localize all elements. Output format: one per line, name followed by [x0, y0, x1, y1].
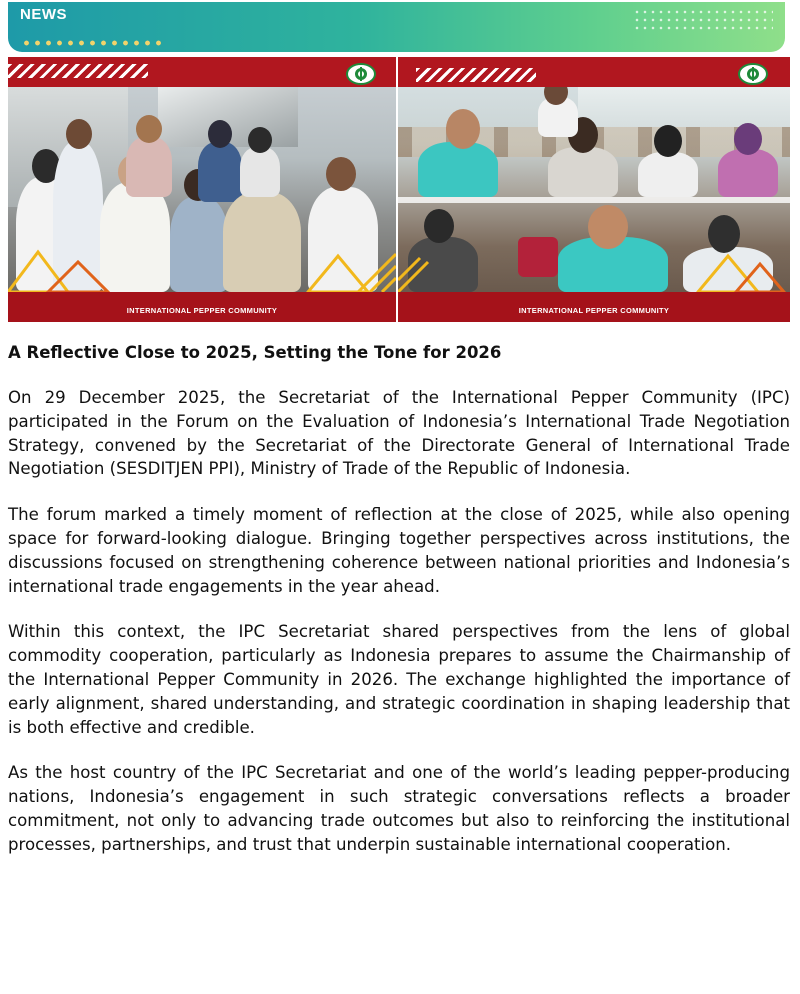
article-paragraph: On 29 December 2025, the Secretariat of the International Pepper Community (IPC) participated in the Forum on the Evaluation of Indonesia’s International Trade Negotiation Strategy, convened by the Secretariat of the Directorate General of International Trade Negotiation (SESDITJEN PPI), Ministry of Trade of the Republic of Indonesia.: [8, 388, 790, 479]
meeting-photo: [398, 57, 790, 322]
photo-frame-bottom: [398, 292, 790, 322]
chevron-decoration: [8, 64, 148, 78]
photo-frame-bottom: [8, 292, 396, 322]
group-photo: [8, 57, 396, 322]
article: [8, 342, 790, 857]
ipc-logo-icon: [346, 63, 376, 85]
photo-caption: INTERNATIONAL PEPPER COMMUNITY: [518, 306, 670, 315]
ipc-logo-icon: [738, 63, 768, 85]
banner-dots-decoration: [21, 39, 161, 47]
photo-caption: INTERNATIONAL PEPPER COMMUNITY: [126, 306, 278, 315]
article-headline: A Reflective Close to 2025, Setting the Tone for 2026: [8, 343, 502, 362]
article-paragraph: As the host country of the IPC Secretariat and one of the world’s leading pepper-producing nations, Indonesia’s engagement in such strategic conversations reflects a broader commitment, not only to advancing trade outcomes but also to reinforcing the institutional processes, partnerships, and trust that underpin sustainable international cooperation.: [8, 763, 790, 854]
article-paragraph: Within this context, the IPC Secretariat shared perspectives from the lens of global commodity cooperation, particularly as Indonesia prepares to assume the Chairmanship of the International Pepper Community in 2026. The exchange highlighted the importance of early alignment, shared understanding, and strategic coordination in shaping leadership that is both effective and credible.: [8, 622, 790, 737]
triangle-decoration: [398, 248, 790, 292]
triangle-decoration: [8, 248, 396, 292]
article-paragraph: The forum marked a timely moment of reflection at the close of 2025, while also opening space for forward-looking dialogue. Bringing together perspectives across institutions, the discussions focused on strengthening coherence between national priorities and Indonesia’s international trade engagements in the year ahead.: [8, 505, 790, 596]
news-banner: [8, 2, 785, 52]
banner-title: NEWS: [20, 6, 67, 23]
banner-dot-grid-decoration: [633, 8, 773, 32]
chevron-decoration: [416, 68, 536, 82]
